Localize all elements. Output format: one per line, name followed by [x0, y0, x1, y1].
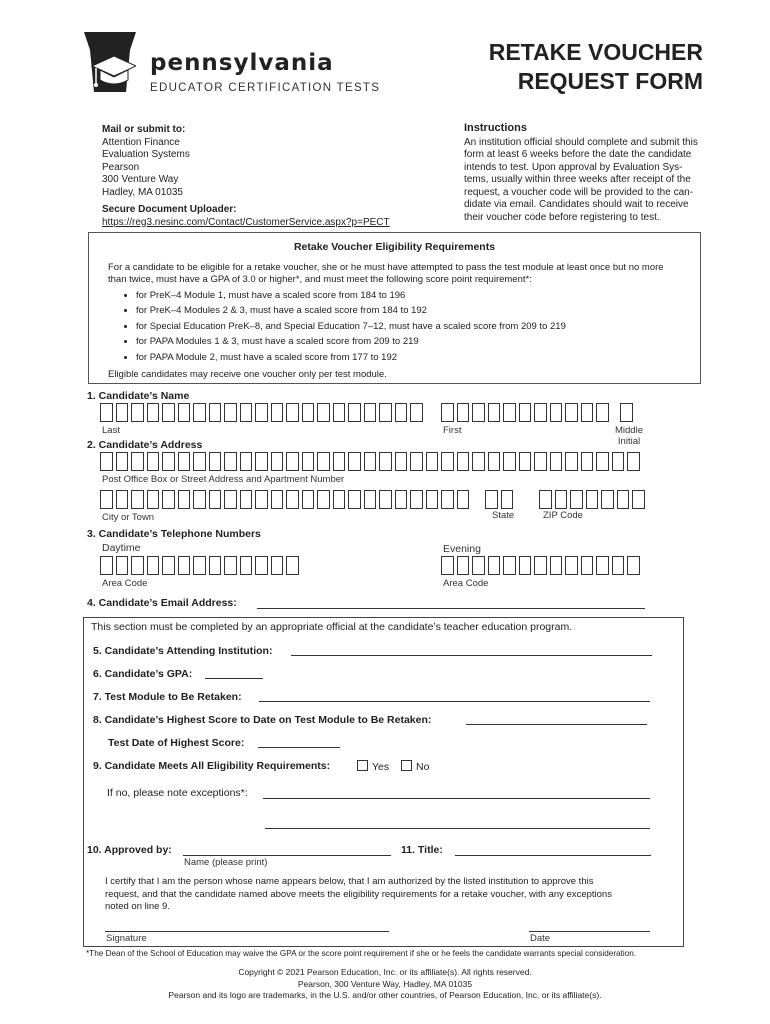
- evening-phone-boxes[interactable]: [441, 556, 643, 575]
- char-box[interactable]: [317, 490, 330, 509]
- char-box[interactable]: [488, 403, 501, 422]
- char-box[interactable]: [147, 556, 160, 575]
- char-box[interactable]: [570, 490, 583, 509]
- char-box[interactable]: [395, 403, 408, 422]
- signature-line[interactable]: [105, 931, 389, 932]
- phone-label: 3. Candidate’s Telephone Numbers: [87, 528, 261, 540]
- char-box[interactable]: [317, 403, 330, 422]
- char-box[interactable]: [224, 490, 237, 509]
- char-box[interactable]: [534, 403, 547, 422]
- char-box[interactable]: [131, 490, 144, 509]
- street-address-boxes[interactable]: [100, 452, 643, 471]
- char-box[interactable]: [131, 452, 144, 471]
- char-box[interactable]: [457, 403, 470, 422]
- char-box[interactable]: [178, 403, 191, 422]
- char-box[interactable]: [488, 556, 501, 575]
- char-box[interactable]: [100, 403, 113, 422]
- char-box[interactable]: [162, 403, 175, 422]
- char-box[interactable]: [193, 403, 206, 422]
- test-module-input-line[interactable]: [259, 701, 650, 702]
- char-box[interactable]: [286, 490, 299, 509]
- char-box[interactable]: [178, 556, 191, 575]
- email-label: 4. Candidate’s Email Address:: [87, 597, 237, 609]
- char-box[interactable]: [501, 490, 514, 509]
- char-box[interactable]: [255, 403, 268, 422]
- brand-subtitle: EDUCATOR CERTIFICATION TESTS: [150, 82, 381, 94]
- char-box[interactable]: [379, 452, 392, 471]
- char-box[interactable]: [534, 452, 547, 471]
- char-box[interactable]: [410, 490, 423, 509]
- char-box[interactable]: [147, 452, 160, 471]
- char-box[interactable]: [209, 452, 222, 471]
- char-box[interactable]: [348, 403, 361, 422]
- char-box[interactable]: [586, 490, 599, 509]
- char-box[interactable]: [364, 490, 377, 509]
- char-box[interactable]: [488, 452, 501, 471]
- char-box[interactable]: [601, 490, 614, 509]
- char-box[interactable]: [620, 403, 633, 422]
- char-box[interactable]: [255, 490, 268, 509]
- email-input-line[interactable]: [257, 608, 645, 609]
- char-box[interactable]: [193, 490, 206, 509]
- requirements-heading: Retake Voucher Eligibility Requirements: [293, 241, 496, 253]
- zip-boxes[interactable]: [539, 490, 648, 509]
- char-box[interactable]: [178, 452, 191, 471]
- char-box[interactable]: [395, 452, 408, 471]
- char-box[interactable]: [193, 556, 206, 575]
- char-box[interactable]: [519, 452, 532, 471]
- char-box[interactable]: [333, 452, 346, 471]
- char-box[interactable]: [581, 452, 594, 471]
- char-box[interactable]: [255, 452, 268, 471]
- char-box[interactable]: [519, 556, 532, 575]
- list-item: • for PreK–4 Module 1, must have a scaled score from 184 to 196: [136, 288, 700, 304]
- char-box[interactable]: [302, 490, 315, 509]
- char-box[interactable]: [131, 403, 144, 422]
- char-box[interactable]: [271, 452, 284, 471]
- address-label: 2. Candidate’s Address: [87, 439, 203, 451]
- brand-name: pennsylvania: [150, 50, 334, 76]
- list-item: • for Special Education PreK–8, and Special Education 7–12, must have a scaled score from 209 to 219: [136, 319, 700, 335]
- title-input-line[interactable]: [455, 855, 651, 856]
- no-checkbox[interactable]: No: [401, 760, 429, 773]
- institution-input-line[interactable]: [291, 655, 652, 656]
- char-box[interactable]: [565, 556, 578, 575]
- daytime-phone-boxes[interactable]: [100, 556, 302, 575]
- char-box[interactable]: [550, 452, 563, 471]
- char-box[interactable]: [565, 452, 578, 471]
- char-box[interactable]: [441, 452, 454, 471]
- char-box[interactable]: [472, 403, 485, 422]
- char-box[interactable]: [550, 403, 563, 422]
- char-box[interactable]: [116, 490, 129, 509]
- char-box[interactable]: [581, 403, 594, 422]
- instructions: Instructions An institution official should complete and submit this form at least 6 weeks before the date the candidate intends to test. Upon approval by Evaluation Sys- tems, usually within three weeks after receipt of the request, a voucher code will be provided to the can- didate via email. Candidates should wait to receive their voucher code before registering to test.: [464, 122, 698, 223]
- char-box[interactable]: [632, 490, 645, 509]
- copyright: Copyright © 2021 Pearson Education, Inc. or its affiliate(s). All rights reserved. Pearson, 300 Venture Way, Hadley, MA 01035 Pearson and its logo are trademarks, in the U.S. and/or other countries, of Pearson Education, Inc. or its affiliate(s).: [168, 967, 602, 1000]
- eligibility-requirements-box: Retake Voucher Eligibility Requirements For a candidate to be eligible for a retake voucher, she or he must have attempted to pass the test module at least once but no more than twice, must have a GPA of 3.0 or higher*, and must meet the following score point requirement*: • for PreK–4 Module 1, must have a scaled score from 184 to 196 • for PreK–4 Modules 2 & 3, must have a scaled score from 184 to 192 • for Special Education PreK–8, and Special Education 7–12, must have a scaled score from 209 to 219 • for PAPA Modules 1 & 3, must have a scaled score from 209 to 219 • for PAPA Module 2, must have a scaled score from 177 to 192 Eligible candidates may receive one voucher only per test module.: [88, 232, 701, 384]
- date-line[interactable]: [529, 931, 650, 932]
- char-box[interactable]: [147, 403, 160, 422]
- form-title: RETAKE VOUCHER REQUEST FORM: [488, 39, 703, 94]
- char-box[interactable]: [426, 452, 439, 471]
- exceptions-input-line-1[interactable]: [263, 798, 650, 799]
- char-box[interactable]: [162, 452, 175, 471]
- char-box[interactable]: [364, 452, 377, 471]
- char-box[interactable]: [162, 490, 175, 509]
- char-box[interactable]: [410, 452, 423, 471]
- char-box[interactable]: [209, 403, 222, 422]
- test-date-input-line[interactable]: [258, 747, 340, 748]
- char-box[interactable]: [565, 403, 578, 422]
- char-box[interactable]: [457, 490, 470, 509]
- char-box[interactable]: [224, 556, 237, 575]
- middle-initial-box[interactable]: [620, 403, 636, 422]
- list-item: • for PAPA Modules 1 & 3, must have a scaled score from 209 to 219: [136, 334, 700, 350]
- char-box[interactable]: [240, 556, 253, 575]
- char-box[interactable]: [271, 403, 284, 422]
- char-box[interactable]: [209, 490, 222, 509]
- char-box[interactable]: [255, 556, 268, 575]
- char-box[interactable]: [596, 452, 609, 471]
- first-name-boxes[interactable]: [441, 403, 612, 422]
- char-box[interactable]: [271, 556, 284, 575]
- char-box[interactable]: [364, 403, 377, 422]
- char-box[interactable]: [162, 556, 175, 575]
- char-box[interactable]: [441, 490, 454, 509]
- requirements-list: [136, 288, 700, 366]
- char-box[interactable]: [441, 403, 454, 422]
- char-box[interactable]: [485, 490, 498, 509]
- yes-checkbox[interactable]: Yes: [357, 760, 389, 773]
- char-box[interactable]: [317, 452, 330, 471]
- char-box[interactable]: [240, 403, 253, 422]
- char-box[interactable]: [472, 452, 485, 471]
- char-box[interactable]: [100, 452, 113, 471]
- char-box[interactable]: [116, 403, 129, 422]
- char-box[interactable]: [302, 403, 315, 422]
- list-item: • for PreK–4 Modules 2 & 3, must have a scaled score from 184 to 192: [136, 303, 700, 319]
- footnote: *The Dean of the School of Education may waive the GPA or the score point requirement if she or he feels the candidate warrants special consideration.: [86, 949, 637, 958]
- char-box[interactable]: [333, 490, 346, 509]
- char-box[interactable]: [178, 490, 191, 509]
- official-intro: This section must be completed by an appropriate official at the candidate’s teacher education program.: [91, 621, 573, 633]
- char-box[interactable]: [534, 556, 547, 575]
- exceptions-input-line-2[interactable]: [265, 828, 650, 829]
- char-box[interactable]: [131, 556, 144, 575]
- char-box[interactable]: [617, 490, 630, 509]
- char-box[interactable]: [286, 556, 299, 575]
- char-box[interactable]: [550, 556, 563, 575]
- char-box[interactable]: [379, 490, 392, 509]
- char-box[interactable]: [627, 556, 640, 575]
- char-box[interactable]: [457, 556, 470, 575]
- char-box[interactable]: [333, 403, 346, 422]
- char-box[interactable]: [410, 403, 423, 422]
- char-box[interactable]: [581, 556, 594, 575]
- char-box[interactable]: [224, 452, 237, 471]
- uploader-link[interactable]: https://reg3.nesinc.com/Contact/CustomerService.aspx?p=PECT: [102, 216, 390, 228]
- name-label: 1. Candidate’s Name: [87, 390, 190, 402]
- mail-block: Mail or submit to: Attention Finance Evaluation Systems Pearson 300 Venture Way Hadley, MA 01035 Secure Document Uploader: https://reg3.nesinc.com/Contact/CustomerService.aspx?p=PECT: [102, 124, 390, 228]
- certification-text: I certify that I am the person whose name appears below, that I am authorized by the listed institution to approve this request, and that the candidate named above meets the eligibility requirements for a retake voucher, with any exceptions noted on line 9.: [105, 876, 612, 912]
- highest-score-input-line[interactable]: [466, 724, 647, 725]
- char-box[interactable]: [457, 452, 470, 471]
- char-box[interactable]: [271, 490, 284, 509]
- char-box[interactable]: [348, 490, 361, 509]
- approved-by-input-line[interactable]: [183, 855, 391, 856]
- char-box[interactable]: [555, 490, 568, 509]
- char-box[interactable]: [596, 403, 609, 422]
- char-box[interactable]: [286, 452, 299, 471]
- gpa-input-line[interactable]: [205, 678, 263, 679]
- char-box[interactable]: [100, 490, 113, 509]
- char-box[interactable]: [539, 490, 552, 509]
- char-box[interactable]: [348, 452, 361, 471]
- char-box[interactable]: [147, 490, 160, 509]
- char-box[interactable]: [116, 556, 129, 575]
- keystone-logo: [84, 30, 136, 108]
- char-box[interactable]: [209, 556, 222, 575]
- char-box[interactable]: [286, 403, 299, 422]
- char-box[interactable]: [193, 452, 206, 471]
- char-box[interactable]: [472, 556, 485, 575]
- char-box[interactable]: [302, 452, 315, 471]
- char-box[interactable]: [379, 403, 392, 422]
- char-box[interactable]: [503, 403, 516, 422]
- char-box[interactable]: [612, 556, 625, 575]
- char-box[interactable]: [503, 556, 516, 575]
- char-box[interactable]: [395, 490, 408, 509]
- char-box[interactable]: [240, 490, 253, 509]
- char-box[interactable]: [596, 556, 609, 575]
- char-box[interactable]: [519, 403, 532, 422]
- last-name-boxes[interactable]: [100, 403, 426, 422]
- char-box[interactable]: [426, 490, 439, 509]
- state-boxes[interactable]: [485, 490, 516, 509]
- char-box[interactable]: [240, 452, 253, 471]
- char-box[interactable]: [224, 403, 237, 422]
- char-box[interactable]: [116, 452, 129, 471]
- list-item: • for PAPA Module 2, must have a scaled score from 177 to 192: [136, 350, 700, 366]
- char-box[interactable]: [441, 556, 454, 575]
- char-box[interactable]: [612, 452, 625, 471]
- char-box[interactable]: [100, 556, 113, 575]
- char-box[interactable]: [503, 452, 516, 471]
- char-box[interactable]: [627, 452, 640, 471]
- city-boxes[interactable]: [100, 490, 472, 509]
